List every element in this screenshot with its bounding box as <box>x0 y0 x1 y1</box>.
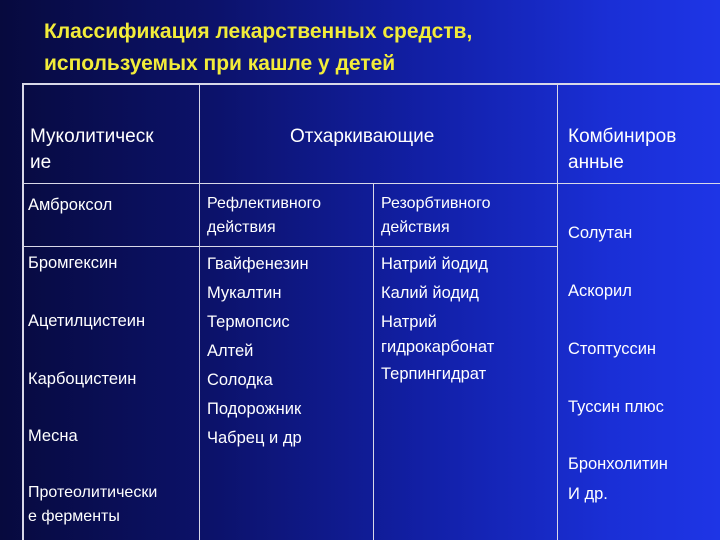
mucolytic-item: Ацетилцистеин <box>28 312 146 330</box>
combined-item: И др. <box>568 485 608 503</box>
subheader-resorptive <box>381 192 491 240</box>
subheader-reflex-line-1: Рефлективного <box>207 195 321 212</box>
reflex-item: Алтей <box>207 342 254 360</box>
combined-item: Стоптуссин <box>568 340 657 358</box>
table-divider-row-header <box>22 183 720 184</box>
combined-item: Аскорил <box>568 282 632 300</box>
header-combined <box>568 124 676 176</box>
resorptive-item: гидрокарбонат <box>381 338 495 356</box>
table-divider-col-2 <box>373 183 374 540</box>
table-border-left <box>22 83 24 540</box>
mucolytic-item: Карбоцистеин <box>28 370 137 388</box>
subheader-reflex <box>207 192 321 240</box>
resorptive-item: Натрий <box>381 313 437 331</box>
reflex-item: Мукалтин <box>207 284 282 302</box>
slide-title-line-2: используемых при кашле у детей <box>44 52 396 75</box>
reflex-item: Подорожник <box>207 400 302 418</box>
mucolytic-item: Амброксол <box>28 196 113 214</box>
header-combined-line-1: Комбиниров <box>568 126 677 147</box>
table-divider-col-3 <box>557 83 558 540</box>
table-border-top <box>22 83 720 85</box>
table-divider-row-sub <box>22 246 557 247</box>
table-divider-col-1 <box>199 83 200 540</box>
resorptive-item: Натрий йодид <box>381 255 488 273</box>
reflex-item: Гвайфенезин <box>207 255 309 273</box>
combined-item: Солутан <box>568 224 633 242</box>
subheader-resorptive-line-1: Резорбтивного <box>381 195 491 212</box>
header-mucolytic-line-1: Муколитическ <box>30 126 154 147</box>
reflex-item: Солодка <box>207 371 273 389</box>
slide-title <box>44 16 704 80</box>
header-mucolytic-line-2: ие <box>30 152 52 173</box>
mucolytic-item-proteolytic <box>28 481 157 529</box>
slide-title-line-1: Классификация лекарственных средств, <box>44 20 473 43</box>
resorptive-item: Калий йодид <box>381 284 479 302</box>
header-combined-line-2: анные <box>568 152 624 173</box>
subheader-reflex-line-2: действия <box>207 219 276 236</box>
combined-item: Туссин плюс <box>568 398 664 416</box>
header-expectorant: Отхаркивающие <box>290 126 435 147</box>
subheader-resorptive-line-2: действия <box>381 219 450 236</box>
reflex-item: Чабрец и др <box>207 429 302 447</box>
mucolytic-item: Месна <box>28 427 78 445</box>
resorptive-list <box>381 250 494 389</box>
mucolytic-proteolytic-line-1: Протеолитически <box>28 484 158 501</box>
resorptive-item: Терпингидрат <box>381 365 487 383</box>
mucolytic-item: Бромгексин <box>28 254 118 272</box>
header-mucolytic <box>30 124 154 176</box>
mucolytic-proteolytic-line-2: е ферменты <box>28 508 120 525</box>
reflex-list <box>207 250 309 453</box>
reflex-item: Термопсис <box>207 313 290 331</box>
combined-item: Бронхолитин <box>568 455 668 473</box>
